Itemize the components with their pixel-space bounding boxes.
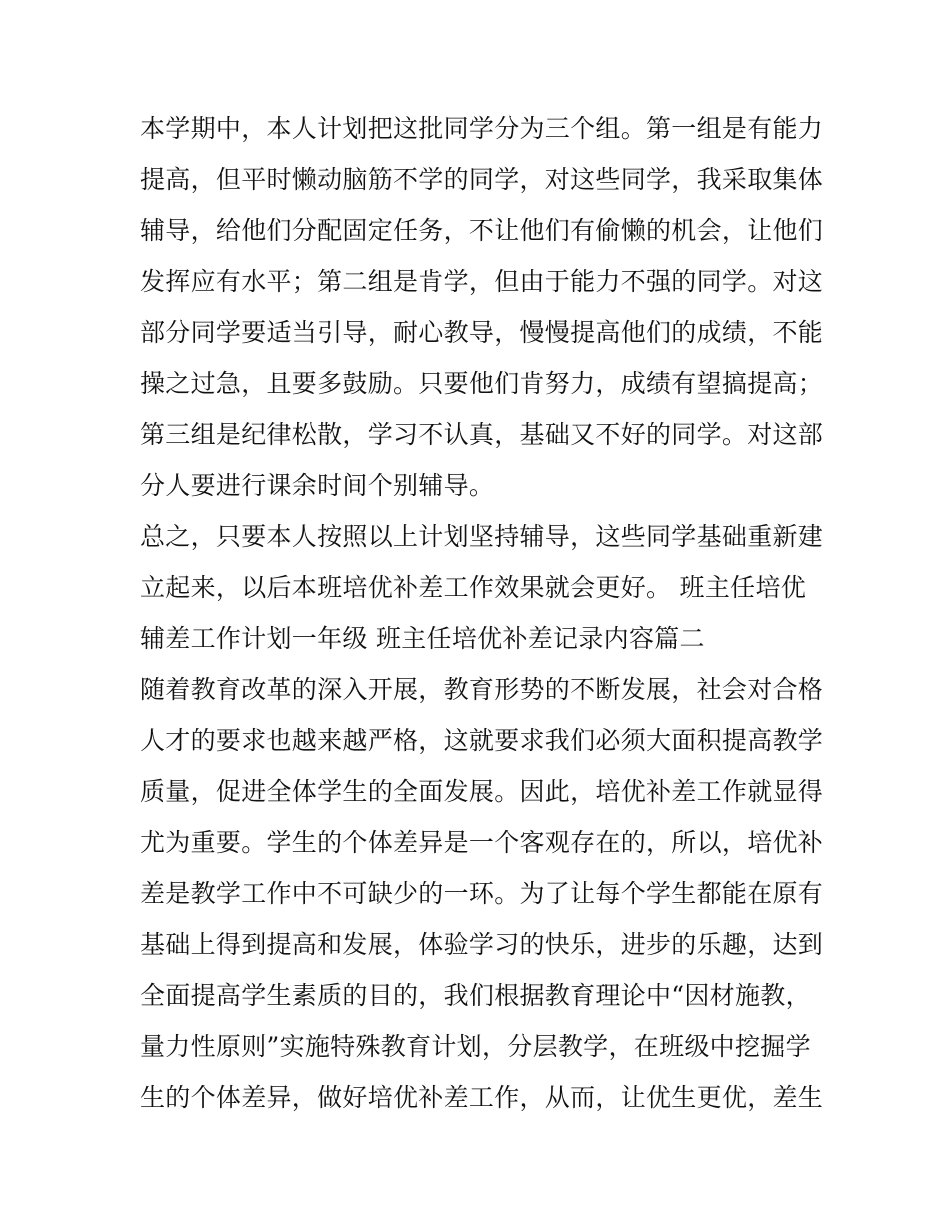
text-line: 第三组是纪律松散，学习不认真，基础又不好的同学。对这部 <box>140 420 824 449</box>
text-line: 总之，只要本人按照以上计划坚持辅导，这些同学基础重新建 <box>140 522 824 551</box>
text-line: 部分同学要适当引导，耐心教导，慢慢提高他们的成绩，不能 <box>140 318 824 347</box>
document-body <box>140 103 824 1123</box>
text-line: 质量，促进全体学生的全面发展。因此，培优补差工作就显得 <box>140 777 824 806</box>
text-line: 辅差工作计划一年级 班主任培优补差记录内容篇二 <box>140 624 705 653</box>
text-line: 随着教育改革的深入开展，教育形势的不断发展，社会对合格 <box>140 675 824 704</box>
text-line: 生的个体差异，做好培优补差工作，从而，让优生更优，差生 <box>140 1083 824 1112</box>
text-line: 提高，但平时懒动脑筋不学的同学，对这些同学，我采取集体 <box>140 165 824 194</box>
text-line: 量力性原则”实施特殊教育计划，分层教学，在班级中挖掘学 <box>140 1032 811 1061</box>
text-line: 分人要进行课余时间个别辅导。 <box>140 471 495 500</box>
text-line: 差是教学工作中不可缺少的一环。为了让每个学生都能在原有 <box>140 879 824 908</box>
text-line: 发挥应有水平；第二组是肯学，但由于能力不强的同学。对这 <box>140 267 824 296</box>
text-line: 操之过急，且要多鼓励。只要他们肯努力，成绩有望搞提高； <box>140 369 824 398</box>
text-line: 尤为重要。学生的个体差异是一个客观存在的，所以，培优补 <box>140 828 824 857</box>
text-line: 全面提高学生素质的目的，我们根据教育理论中“因材施教， <box>140 981 811 1010</box>
text-line: 本学期中，本人计划把这批同学分为三个组。第一组是有能力 <box>140 114 824 143</box>
text-line: 立起来，以后本班培优补差工作效果就会更好。 班主任培优 <box>140 573 807 602</box>
text-line: 辅导，给他们分配固定任务，不让他们有偷懒的机会，让他们 <box>140 216 824 245</box>
text-line: 基础上得到提高和发展，体验学习的快乐，进步的乐趣，达到 <box>140 930 824 959</box>
text-line: 人才的要求也越来越严格，这就要求我们必须大面积提高教学 <box>140 726 824 755</box>
